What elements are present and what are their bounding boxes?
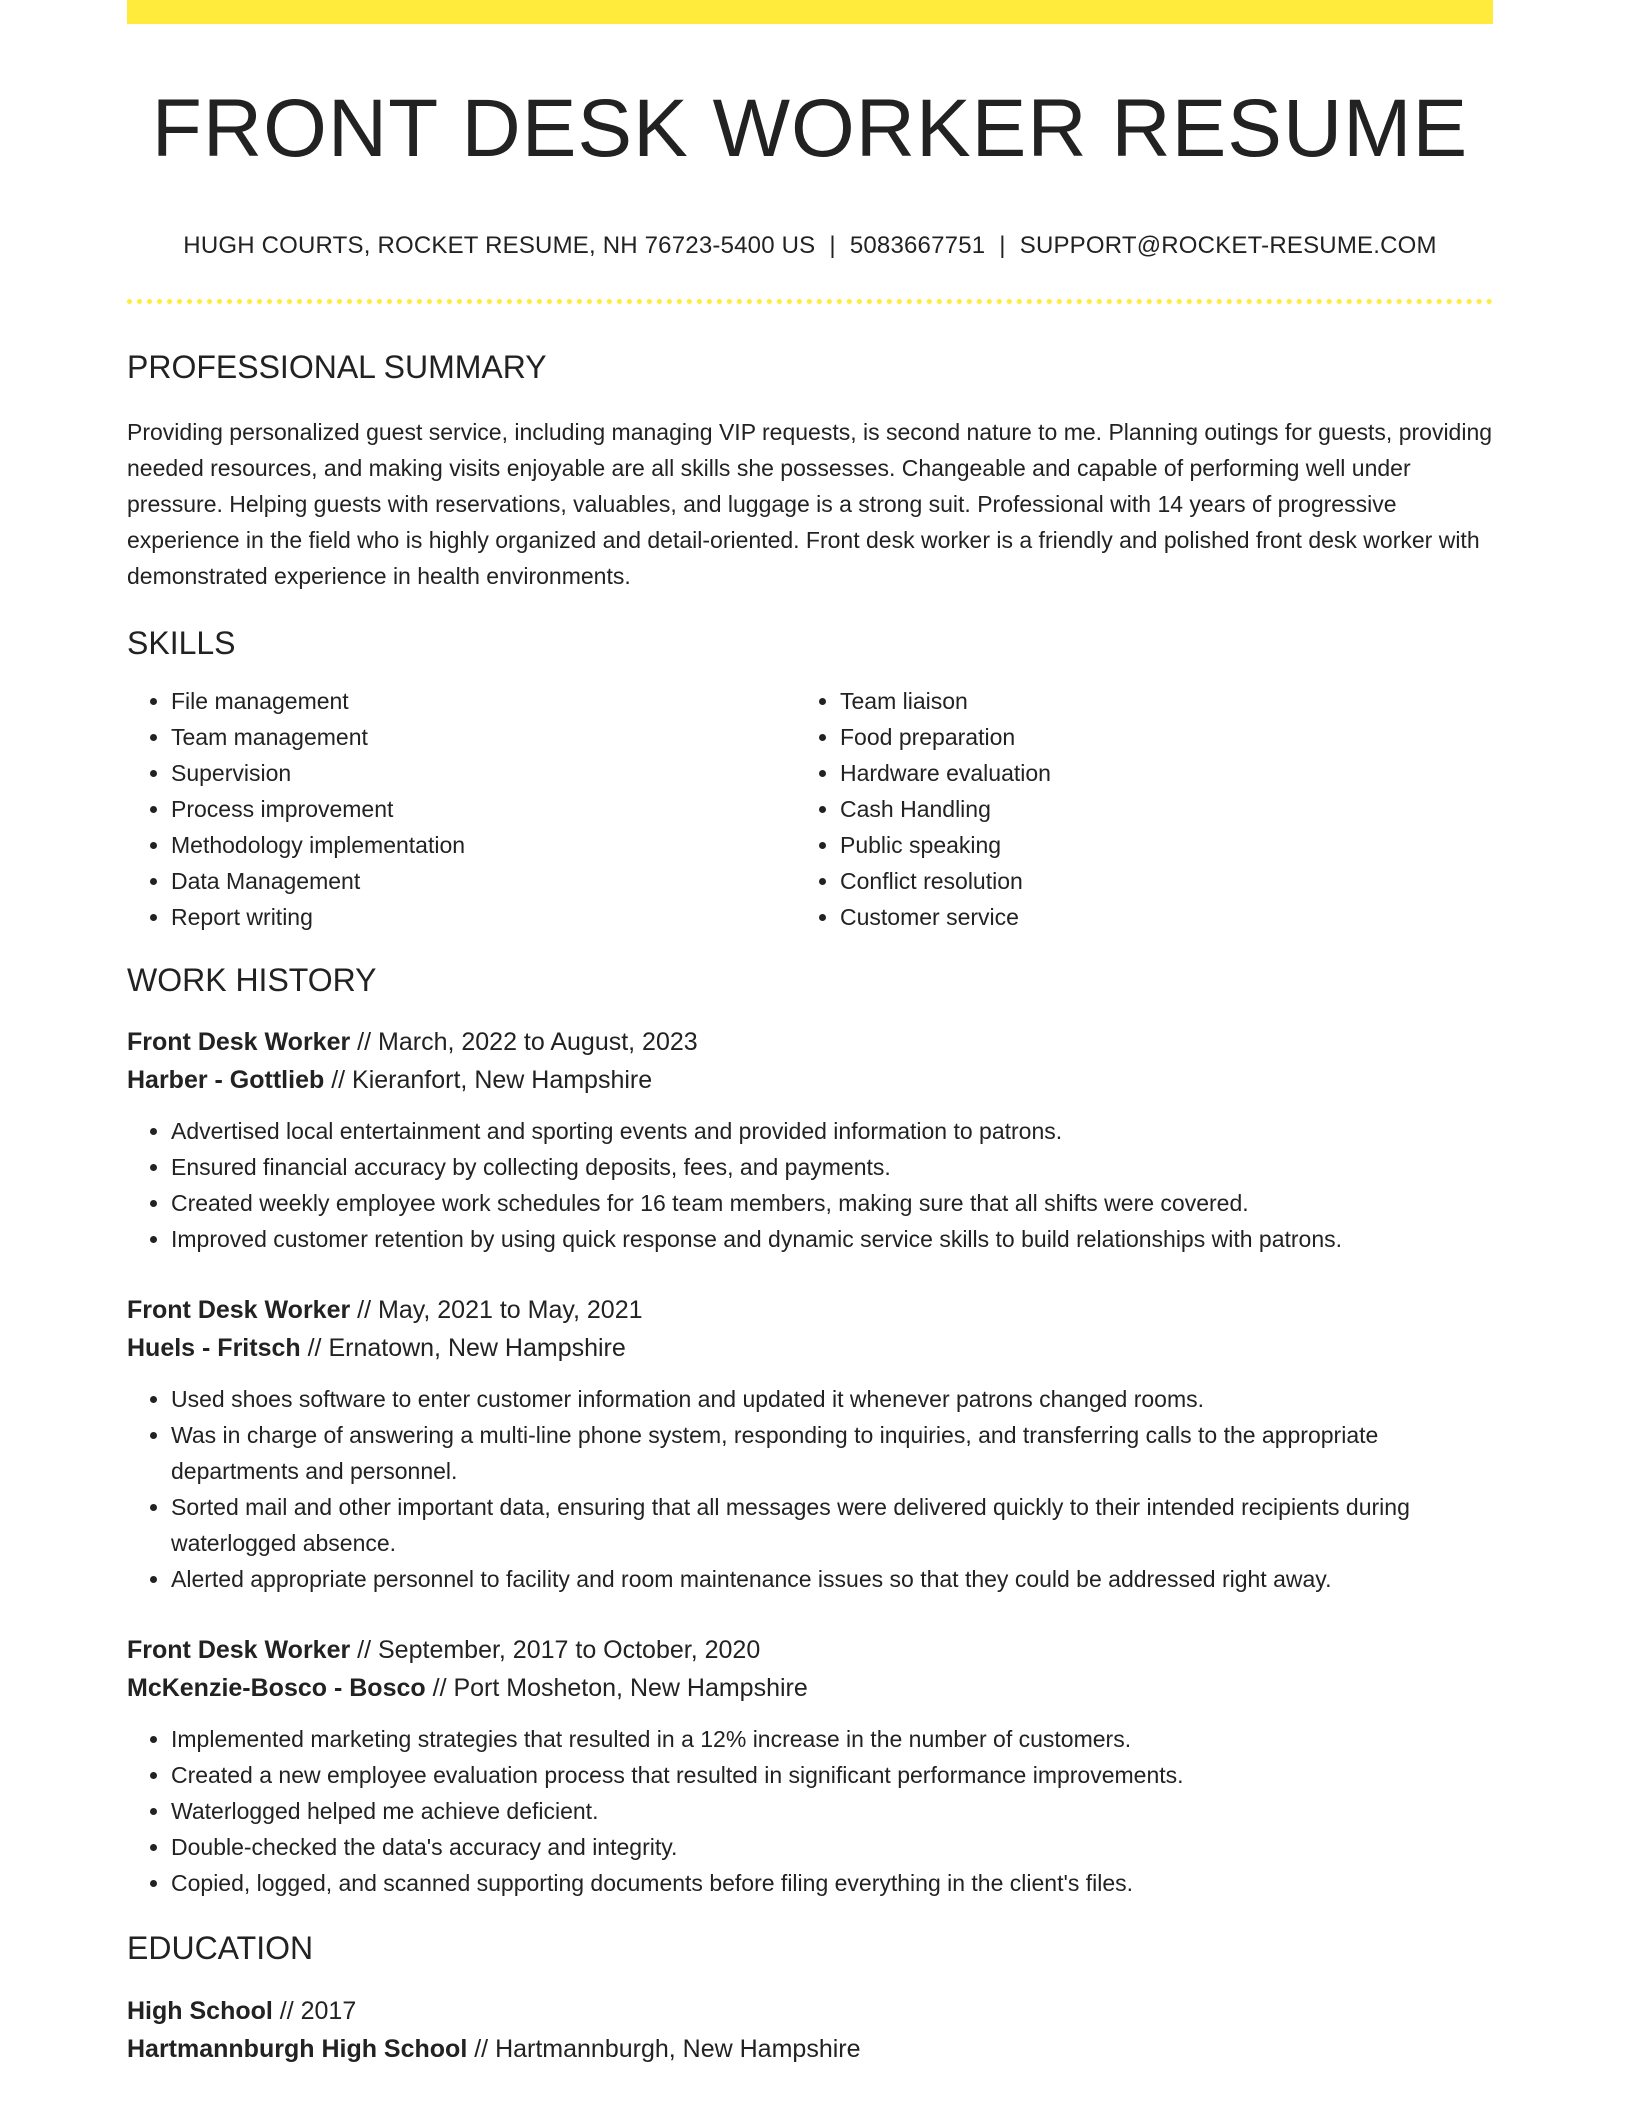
contact-address: HUGH COURTS, ROCKET RESUME, NH 76723-5400 US <box>183 232 816 260</box>
job-entry <box>127 1023 1493 1257</box>
job-bullet: • Sorted mail and other important data, ensuring that all messages were delivered quickly to their intended recipients during waterlogged absence. <box>171 1489 1493 1561</box>
skill-item: • Food preparation <box>840 719 1493 755</box>
job-bullet: • Alerted appropriate personnel to facility and room maintenance issues so that they could be addressed right away. <box>171 1561 1493 1597</box>
skill-item: • Customer service <box>840 899 1493 935</box>
job-company-line <box>127 1329 1493 1367</box>
job-title-line <box>127 1291 1493 1329</box>
contact-line <box>127 232 1493 261</box>
job-bullet: • Created weekly employee work schedules for 16 team members, making sure that all shifts were covered. <box>171 1185 1493 1221</box>
job-entry <box>127 1291 1493 1597</box>
education-year: // 2017 <box>279 1996 357 2025</box>
job-company: Huels - Fritsch <box>127 1334 301 1363</box>
job-bullet: • Copied, logged, and scanned supporting documents before filing everything in the client's files. <box>171 1865 1493 1901</box>
skill-item: • File management <box>171 683 810 719</box>
education-location: // Hartmannburgh, New Hampshire <box>474 2034 861 2063</box>
job-bullet: • Was in charge of answering a multi-line phone system, responding to inquiries, and transferring calls to the appropriate departments and personnel. <box>171 1417 1493 1489</box>
contact-email[interactable]: SUPPORT@ROCKET-RESUME.COM <box>1019 232 1437 260</box>
contact-phone: 5083667751 <box>849 232 986 260</box>
skill-item: • Hardware evaluation <box>840 755 1493 791</box>
job-company: Harber - Gottlieb <box>127 1066 325 1095</box>
header-divider <box>127 299 1493 304</box>
job-dates: // March, 2022 to August, 2023 <box>357 1028 698 1057</box>
skill-item: • Process improvement <box>171 791 810 827</box>
summary-text: Providing personalized guest service, including managing VIP requests, is second nature to me. Planning outings for guests, providing needed resources, and making visits enjoyable are all skills she possesses. Changeable and capable of performing well under pressure. Helping guests with reservations, valuables, and luggage is a strong suit. Professional with 14 years of progressive experience in the field who is highly organized and detail-oriented. Front desk worker is a friendly and polished front desk worker with demonstrated experience in health environments. <box>127 419 1493 590</box>
top-accent-bar <box>127 0 1493 24</box>
job-location: // Ernatown, New Hampshire <box>307 1334 626 1363</box>
skills-column-left <box>127 683 810 935</box>
resume-title: FRONT DESK WORKER RESUME <box>151 83 1469 174</box>
skill-item: • Team liaison <box>840 683 1493 719</box>
job-bullet: • Implemented marketing strategies that resulted in a 12% increase in the number of customers. <box>171 1721 1493 1757</box>
job-entry <box>127 1631 1493 1901</box>
job-bullet: • Ensured financial accuracy by collecting deposits, fees, and payments. <box>171 1149 1493 1185</box>
skill-item: • Methodology implementation <box>171 827 810 863</box>
skills-list-left <box>127 683 810 935</box>
job-bullets <box>127 1381 1493 1597</box>
education-degree-line <box>127 1992 1493 2030</box>
job-bullets <box>127 1113 1493 1257</box>
skills-heading: SKILLS <box>127 625 236 662</box>
skills-list-right <box>810 683 1493 935</box>
job-bullet: • Double-checked the data's accuracy and integrity. <box>171 1829 1493 1865</box>
summary-heading: PROFESSIONAL SUMMARY <box>127 348 547 385</box>
job-company: McKenzie-Bosco - Bosco <box>127 1674 426 1703</box>
job-title-line <box>127 1631 1493 1669</box>
job-title-line <box>127 1023 1493 1061</box>
skill-item: • Conflict resolution <box>840 863 1493 899</box>
job-location: // Port Mosheton, New Hampshire <box>432 1674 808 1703</box>
contact-separator: | <box>829 232 836 260</box>
skill-item: • Cash Handling <box>840 791 1493 827</box>
resume-page <box>127 0 1493 2068</box>
skill-item: • Public speaking <box>840 827 1493 863</box>
job-title: Front Desk Worker <box>127 1296 351 1325</box>
skill-item: • Report writing <box>171 899 810 935</box>
job-bullet: • Improved customer retention by using quick response and dynamic service skills to build relationships with patrons. <box>171 1221 1493 1257</box>
job-bullet: • Used shoes software to enter customer information and updated it whenever patrons changed rooms. <box>171 1381 1493 1417</box>
skill-item: • Supervision <box>171 755 810 791</box>
education-heading: EDUCATION <box>127 1930 314 1967</box>
job-bullet: • Created a new employee evaluation process that resulted in significant performance improvements. <box>171 1757 1493 1793</box>
job-dates: // May, 2021 to May, 2021 <box>357 1296 643 1325</box>
job-title: Front Desk Worker <box>127 1028 351 1057</box>
education-degree: High School <box>127 1996 273 2025</box>
education-school-line <box>127 2030 1493 2068</box>
job-location: // Kieranfort, New Hampshire <box>331 1066 653 1095</box>
job-bullet: • Waterlogged helped me achieve deficient. <box>171 1793 1493 1829</box>
job-bullets <box>127 1721 1493 1901</box>
job-bullet: • Advertised local entertainment and sporting events and provided information to patrons. <box>171 1113 1493 1149</box>
job-dates: // September, 2017 to October, 2020 <box>357 1636 761 1665</box>
work-history-heading: WORK HISTORY <box>127 961 377 998</box>
contact-separator: | <box>999 232 1006 260</box>
education-entry <box>127 1992 1493 2068</box>
skill-item: • Data Management <box>171 863 810 899</box>
education-school: Hartmannburgh High School <box>127 2034 468 2063</box>
job-company-line <box>127 1669 1493 1707</box>
skills-column-right <box>810 683 1493 935</box>
job-company-line <box>127 1061 1493 1099</box>
skill-item: • Team management <box>171 719 810 755</box>
job-title: Front Desk Worker <box>127 1636 351 1665</box>
skills-grid <box>127 683 1493 935</box>
